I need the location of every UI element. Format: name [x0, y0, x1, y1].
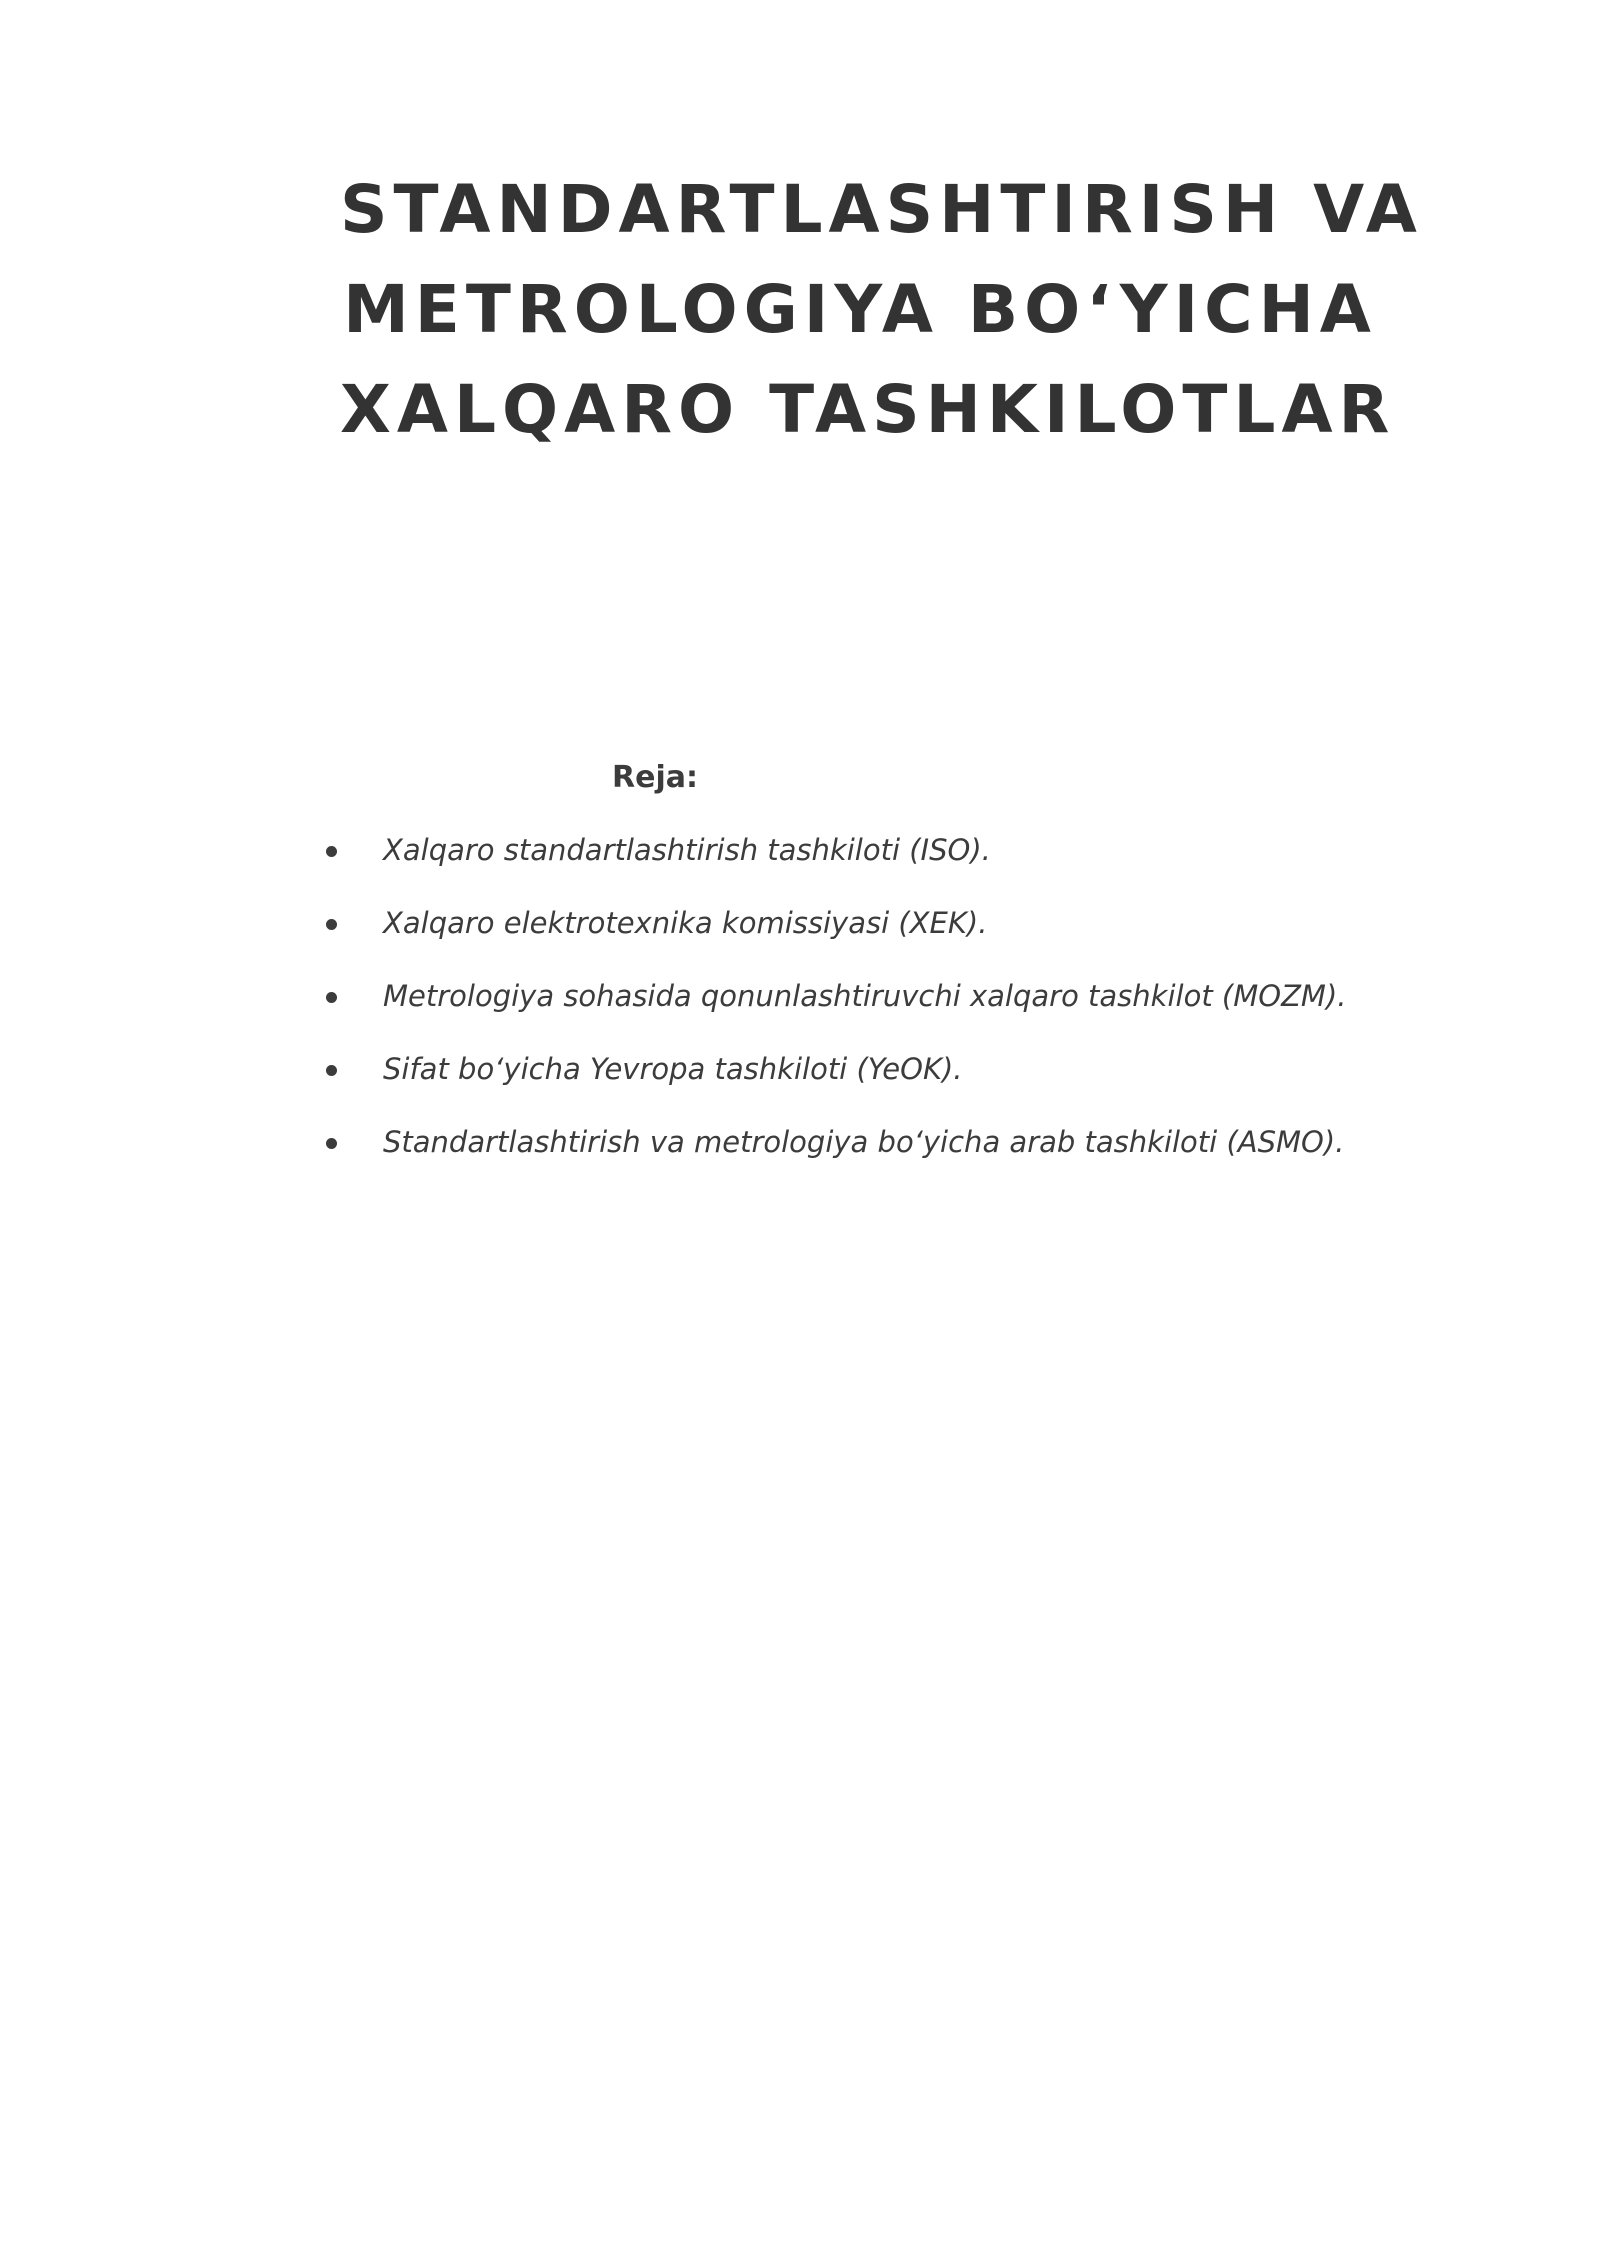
bullet-icon: [326, 992, 337, 1003]
plan-heading: Reja:: [612, 760, 698, 795]
plan-list-item: [322, 830, 1522, 903]
plan-list-item: [322, 976, 1522, 1049]
plan-item-text: Standartlashtirish va metrologiya bo‘yicha arab tashkiloti (ASMO).: [383, 1125, 1345, 1159]
plan-list-item: [322, 1122, 1522, 1195]
title-line-3: XALQARO TASHKILOTLAR: [340, 371, 1396, 448]
bullet-icon: [326, 1065, 337, 1076]
plan-list-item: [322, 903, 1522, 976]
bullet-icon: [326, 919, 337, 930]
plan-item-text: Xalqaro standartlashtirish tashkiloti (ISO).: [383, 833, 991, 867]
plan-list: [322, 830, 1522, 1195]
plan-item-text: Sifat bo‘yicha Yevropa tashkiloti (YeOK).: [383, 1052, 963, 1086]
title-line-2: METROLOGIYA BO‘YICHA: [343, 271, 1377, 348]
plan-item-text: Metrologiya sohasida qonunlashtiruvchi xalqaro tashkilot (MOZM).: [383, 979, 1347, 1013]
title-line-1: STANDARTLASHTIRISH VA: [340, 171, 1423, 248]
plan-item-text: Xalqaro elektrotexnika komissiyasi (XEK).: [383, 906, 988, 940]
bullet-icon: [326, 846, 337, 857]
bullet-icon: [326, 1138, 337, 1149]
plan-list-item: [322, 1049, 1522, 1122]
document-title: [340, 160, 1423, 460]
